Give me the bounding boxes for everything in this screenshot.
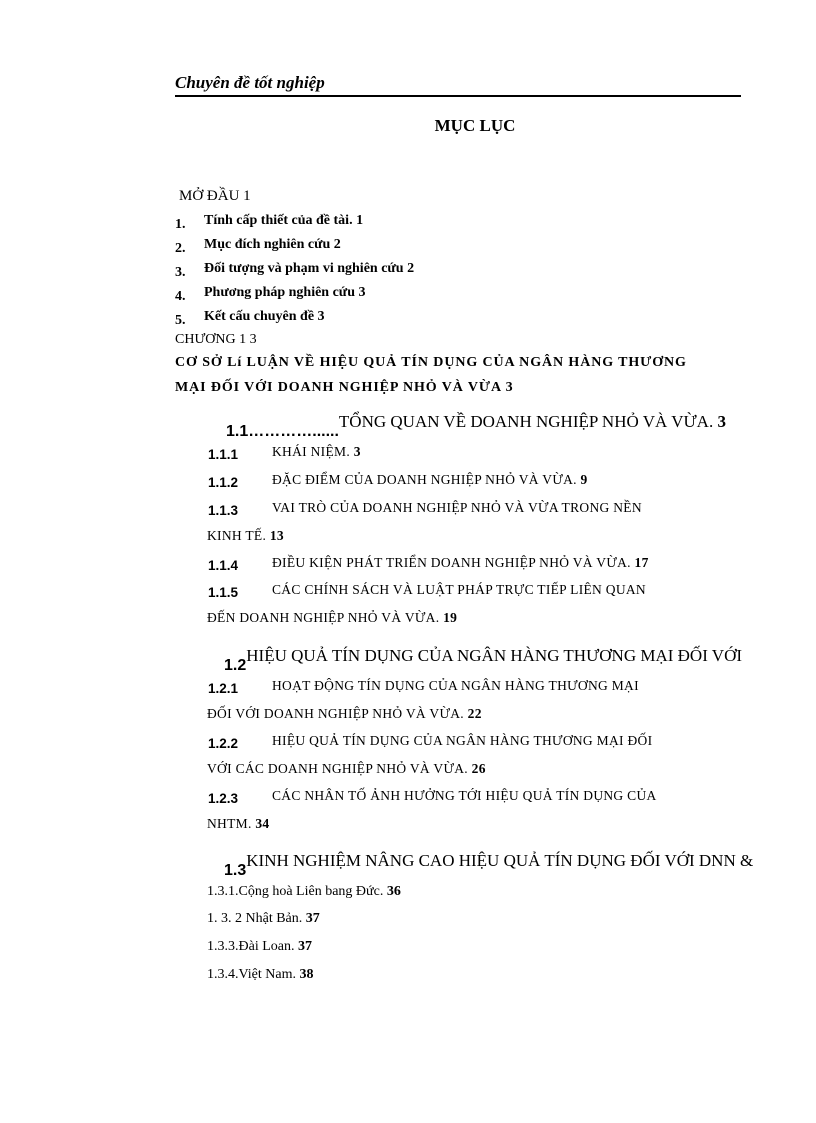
toc-subsection xyxy=(207,939,312,955)
page-number: 3 xyxy=(353,444,361,459)
toc-subsection xyxy=(208,444,361,460)
subsection-title: 1.3.1.Cộng hoà Liên bang Đức. xyxy=(207,884,384,899)
page-number: 17 xyxy=(634,555,649,570)
item-text: Phương pháp nghiên cứu 3 xyxy=(204,285,366,300)
toc-intro-item xyxy=(175,285,366,304)
subsection-number: 1.2.3 xyxy=(208,791,239,806)
subsection-title: VAI TRÒ CỦA DOANH NGHIỆP NHỎ VÀ VỪA TRONG NỀN xyxy=(272,500,642,515)
item-number: 1. xyxy=(175,217,186,232)
page-number: 9 xyxy=(580,472,588,487)
toc-intro-item xyxy=(175,261,415,280)
item-number: 2. xyxy=(175,241,186,256)
subsection-title: CÁC CHÍNH SÁCH VÀ LUẬT PHÁP TRỰC TIẾP LIÊN QUAN xyxy=(272,582,646,597)
item-number: 4. xyxy=(175,289,186,304)
toc-subsection-continuation xyxy=(207,610,457,626)
section-title: KINH NGHIỆM NÂNG CAO HIỆU QUẢ TÍN DỤNG ĐỐI VỚI DNN & xyxy=(246,851,754,870)
subsection-title-cont: VỚI CÁC DOANH NGHIỆP NHỎ VÀ VỪA. xyxy=(207,761,468,776)
page-number: 13 xyxy=(269,528,284,543)
toc-intro: MỞ ĐẦU 1 xyxy=(179,188,251,204)
subsection-number: 1.1.2 xyxy=(208,475,239,490)
subsection-title-cont: ĐỐI VỚI DOANH NGHIỆP NHỎ VÀ VỪA. xyxy=(207,706,464,721)
item-number: 3. xyxy=(175,265,186,280)
page-number: 26 xyxy=(471,761,486,776)
toc-section xyxy=(224,646,743,674)
subsection-title: HIỆU QUẢ TÍN DỤNG CỦA NGÂN HÀNG THƯƠNG MẠI ĐỐI xyxy=(272,733,653,748)
page-number: 37 xyxy=(297,939,312,954)
subsection-number: 1.2.2 xyxy=(208,736,239,751)
toc-subsection xyxy=(208,500,642,516)
subsection-title: 1. 3. 2 Nhật Bản. xyxy=(207,911,303,926)
section-number: 1.2 xyxy=(224,657,247,674)
toc-subsection xyxy=(208,733,652,749)
subsection-number: 1.1.4 xyxy=(208,558,239,573)
subsection-number: 1.1.1 xyxy=(208,447,239,462)
section-number: 1.3 xyxy=(224,862,247,879)
toc-intro-item xyxy=(175,237,341,256)
item-text: Kết cấu chuyên đề 3 xyxy=(204,309,325,324)
section-number: 1.1…………...... xyxy=(226,423,339,440)
toc-intro-item xyxy=(175,309,325,328)
page-number: 22 xyxy=(467,706,482,721)
item-number: 5. xyxy=(175,313,186,328)
item-text: Đối tượng và phạm vi nghiên cứu 2 xyxy=(204,261,415,276)
chapter-title-line: CƠ SỞ Lí LUẬN VỀ HIỆU QUẢ TÍN DỤNG CỦA NGÂN HÀNG THƯƠNG xyxy=(175,355,687,370)
subsection-title: CÁC NHÂN TỐ ẢNH HƯỞNG TỚI HIỆU QUẢ TÍN DỤNG CỦA xyxy=(272,788,657,803)
subsection-title-cont: ĐẾN DOANH NGHIỆP NHỎ VÀ VỪA. xyxy=(207,610,440,625)
subsection-title: ĐIỀU KIỆN PHÁT TRIỂN DOANH NGHIỆP NHỎ VÀ VỪA. xyxy=(272,555,631,570)
subsection-number: 1.1.5 xyxy=(208,585,239,600)
toc-subsection-continuation xyxy=(207,528,284,544)
section-title: HIỆU QUẢ TÍN DỤNG CỦA NGÂN HÀNG THƯƠNG MẠI ĐỐI VỚI xyxy=(246,646,743,665)
chapter-title-line: MẠI ĐỐI VỚI DOANH NGHIỆP NHỎ VÀ VỪA 3 xyxy=(175,380,514,395)
toc-subsection xyxy=(207,967,313,983)
toc-subsection xyxy=(207,884,401,900)
subsection-title-cont: KINH TẾ. xyxy=(207,528,267,543)
subsection-number: 1.1.3 xyxy=(208,503,239,518)
subsection-title: 1.3.3.Đài Loan. xyxy=(207,939,295,954)
subsection-number: 1.2.1 xyxy=(208,681,239,696)
page-number: 34 xyxy=(255,816,270,831)
toc-intro-item xyxy=(175,213,364,232)
item-text: Tính cấp thiết của đề tài. 1 xyxy=(204,213,364,228)
document-header-title: Chuyên đề tốt nghiệp xyxy=(175,73,325,92)
subsection-title: HOẠT ĐỘNG TÍN DỤNG CỦA NGÂN HÀNG THƯƠNG MẠI xyxy=(272,678,639,693)
toc-subsection-continuation xyxy=(207,761,486,777)
section-title: TỔNG QUAN VỀ DOANH NGHIỆP NHỎ VÀ VỪA. xyxy=(338,412,714,431)
page-number: 38 xyxy=(299,967,314,982)
page-number: 19 xyxy=(443,610,458,625)
toc-subsection xyxy=(208,472,588,488)
subsection-title: KHÁI NIỆM. xyxy=(272,444,350,459)
page-number: 36 xyxy=(386,884,401,899)
page-number: 37 xyxy=(305,911,320,926)
header-rule xyxy=(175,95,741,97)
toc-subsection-continuation xyxy=(207,706,482,722)
toc-subsection-continuation xyxy=(207,816,269,832)
item-text: Mục đích nghiên cứu 2 xyxy=(204,237,341,252)
chapter-heading: CHƯƠNG 1 3 xyxy=(175,332,257,347)
toc-subsection xyxy=(207,911,320,927)
subsection-title: 1.3.4.Việt Nam. xyxy=(207,967,296,982)
subsection-title: ĐẶC ĐIỂM CỦA DOANH NGHIỆP NHỎ VÀ VỪA. xyxy=(272,472,577,487)
toc-subsection xyxy=(208,678,639,694)
toc-section xyxy=(224,851,754,879)
toc-section xyxy=(226,412,726,440)
toc-subsection xyxy=(208,788,657,804)
page-number: 3 xyxy=(717,412,726,431)
toc-subsection xyxy=(208,582,646,598)
toc-title: MỤC LỤC xyxy=(434,116,516,135)
toc-subsection xyxy=(208,555,649,571)
subsection-title-cont: NHTM. xyxy=(207,816,252,831)
